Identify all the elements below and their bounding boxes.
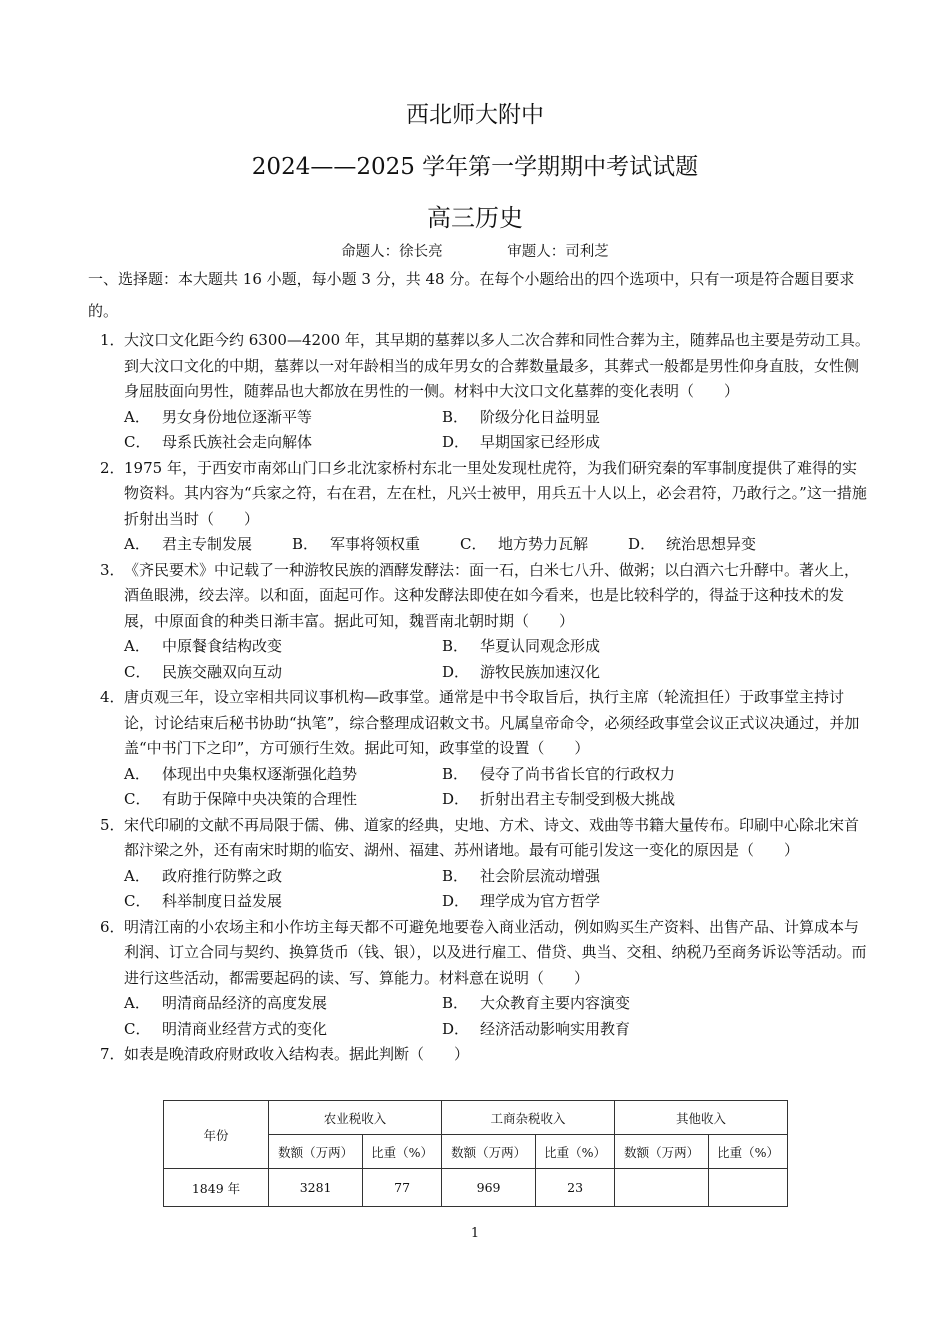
option-a[interactable] bbox=[124, 864, 442, 890]
option-c[interactable] bbox=[124, 889, 442, 915]
option-c[interactable] bbox=[124, 660, 442, 686]
option-letter: B． bbox=[442, 866, 469, 885]
option-text: 明清商业经营方式的变化 bbox=[162, 1019, 328, 1038]
option-text: 军事将领权重 bbox=[330, 535, 421, 553]
cell: 23 bbox=[536, 1169, 615, 1207]
question-5 bbox=[100, 813, 870, 915]
question-stem bbox=[100, 1042, 870, 1068]
option-text: 经济活动影响实用教育 bbox=[480, 1019, 631, 1038]
table-row bbox=[164, 1169, 788, 1207]
option-d[interactable] bbox=[628, 532, 756, 558]
question-number: 2． bbox=[100, 458, 125, 477]
option-letter: A． bbox=[124, 866, 150, 885]
option-letter: C． bbox=[124, 1019, 151, 1038]
option-text: 君主专制发展 bbox=[162, 535, 253, 553]
option-text: 统治思想异变 bbox=[666, 535, 757, 553]
option-a[interactable] bbox=[124, 634, 442, 660]
cell: 969 bbox=[441, 1169, 535, 1207]
option-text: 科举制度日益发展 bbox=[162, 892, 283, 910]
question-text: 大汶口文化距今约 6300—4200 年，其早期的墓葬以多人二次合葬和同性合葬为主，随葬品也主要是劳动工具。到大汶口文化的中期，墓葬以一对年龄相当的成年男女的合葬数量最多，其葬式一般都是男性仰身直肢，女性侧身屈肢面向男性，随葬品也大都放在男性的一侧。材料中大汶口文化墓葬的变化表明（ ） bbox=[124, 331, 870, 400]
question-number: 3． bbox=[100, 560, 125, 579]
options bbox=[100, 634, 870, 685]
option-letter: C． bbox=[124, 433, 151, 451]
option-letter: B． bbox=[442, 637, 469, 655]
option-letter: D． bbox=[442, 790, 470, 808]
exam-title: 2024——2025 学年第一学期期中考试试题 bbox=[251, 154, 699, 180]
option-b[interactable] bbox=[442, 634, 760, 660]
option-text: 理学成为官方哲学 bbox=[480, 892, 601, 910]
option-letter: D． bbox=[442, 662, 470, 681]
reviewer: 审题人：司利芝 bbox=[507, 244, 609, 260]
cell bbox=[614, 1169, 708, 1207]
option-d[interactable] bbox=[442, 1017, 760, 1043]
question-text: 如表是晚清政府财政收入结构表。据此判断（ ） bbox=[124, 1045, 470, 1063]
option-b[interactable] bbox=[442, 864, 760, 890]
option-letter: A． bbox=[124, 764, 150, 783]
group-header-other: 其他收入 bbox=[614, 1101, 787, 1135]
option-b[interactable] bbox=[292, 532, 420, 558]
option-letter: A． bbox=[124, 407, 150, 426]
question-stem bbox=[100, 328, 870, 405]
option-text: 社会阶层流动增强 bbox=[480, 866, 601, 885]
option-d[interactable] bbox=[442, 430, 760, 456]
option-c[interactable] bbox=[124, 430, 442, 456]
question-stem bbox=[100, 558, 870, 635]
option-c[interactable] bbox=[124, 787, 442, 813]
ratio-header: 比重（%） bbox=[709, 1135, 788, 1169]
option-c[interactable] bbox=[124, 1017, 442, 1043]
option-letter: A． bbox=[124, 535, 150, 553]
amount-header: 数额（万两） bbox=[441, 1135, 535, 1169]
subject-title: 高三历史 bbox=[427, 204, 523, 232]
option-text: 折射出君主专制受到极大挑战 bbox=[480, 790, 676, 808]
option-text: 民族交融双向互动 bbox=[162, 662, 283, 681]
option-text: 大众教育主要内容演变 bbox=[480, 994, 631, 1012]
question-number: 7． bbox=[100, 1045, 125, 1063]
option-b[interactable] bbox=[442, 991, 760, 1017]
option-text: 早期国家已经形成 bbox=[480, 433, 601, 451]
question-7 bbox=[100, 1042, 870, 1068]
question-number: 1． bbox=[100, 331, 125, 349]
option-text: 华夏认同观念形成 bbox=[480, 637, 601, 655]
revenue-table bbox=[163, 1100, 788, 1207]
option-text: 侵夺了尚书省长官的行政权力 bbox=[480, 764, 676, 783]
options bbox=[100, 762, 870, 813]
amount-header: 数额（万两） bbox=[269, 1135, 363, 1169]
option-text: 明清商品经济的高度发展 bbox=[162, 994, 328, 1012]
question-list bbox=[100, 328, 870, 1068]
cell: 77 bbox=[363, 1169, 442, 1207]
question-text: 明清江南的小农场主和小作坊主每天都不可避免地要卷入商业活动，例如购买生产资料、出售产品、计算成本与利润、订立合同与契约、换算货币（钱、银），以及进行雇工、借贷、典当、交租、纳税乃至商务诉讼等活动。而进行这些活动，都需要起码的读、写、算能力。材料意在说明（ ） bbox=[124, 917, 867, 987]
question-stem bbox=[100, 915, 870, 992]
option-text: 母系氏族社会走向解体 bbox=[162, 433, 313, 451]
question-number: 5． bbox=[100, 815, 125, 834]
option-a[interactable] bbox=[124, 532, 252, 558]
option-b[interactable] bbox=[442, 405, 760, 431]
option-letter: B． bbox=[442, 407, 469, 426]
option-letter: D． bbox=[628, 535, 656, 553]
options bbox=[100, 991, 870, 1042]
option-a[interactable] bbox=[124, 991, 442, 1017]
option-letter: C． bbox=[460, 535, 487, 553]
page-number: 1 bbox=[470, 1226, 480, 1241]
question-text: 1975 年，于西安市南郊山门口乡北沈家桥村东北一里处发现杜虎符，为我们研究秦的军事制度提供了难得的实物资料。其内容为“兵家之符，右在君，左在杜，凡兴士被甲，用兵五十人以上，必会君符，乃敢行之。”这一措施折射出当时（ ） bbox=[124, 458, 867, 528]
question-6 bbox=[100, 915, 870, 1043]
option-text: 体现出中央集权逐渐强化趋势 bbox=[162, 764, 358, 783]
option-letter: B． bbox=[292, 535, 319, 553]
question-stem bbox=[100, 685, 870, 762]
year-header: 年份 bbox=[164, 1101, 269, 1169]
option-d[interactable] bbox=[442, 787, 760, 813]
option-letter: A． bbox=[124, 994, 150, 1012]
school-name: 西北师大附中 bbox=[406, 102, 544, 128]
question-2 bbox=[100, 456, 870, 558]
option-b[interactable] bbox=[442, 762, 760, 788]
question-stem bbox=[100, 813, 870, 864]
option-c[interactable] bbox=[460, 532, 588, 558]
option-letter: C． bbox=[124, 790, 151, 808]
cell bbox=[709, 1169, 788, 1207]
option-d[interactable] bbox=[442, 889, 760, 915]
amount-header: 数额（万两） bbox=[614, 1135, 708, 1169]
option-a[interactable] bbox=[124, 762, 442, 788]
question-stem bbox=[100, 456, 870, 533]
option-text: 有助于保障中央决策的合理性 bbox=[162, 790, 358, 808]
question-4 bbox=[100, 685, 870, 813]
year-cell: 1849 年 bbox=[164, 1169, 269, 1207]
question-number: 4． bbox=[100, 688, 125, 706]
option-letter: A． bbox=[124, 637, 150, 655]
question-text: 唐贞观三年，设立宰相共同议事机构—政事堂。通常是中书令取旨后，执行主席（轮流担任）于政事堂主持讨论，讨论结束后秘书协助“执笔”，综合整理成诏敕文书。凡属皇帝命令，必须经政事堂会议正式议决通过，并加盖“中书门下之印”，方可颁行生效。据此可知，政事堂的设置（ ） bbox=[124, 688, 860, 757]
option-letter: D． bbox=[442, 433, 470, 451]
ratio-header: 比重（%） bbox=[363, 1135, 442, 1169]
option-letter: D． bbox=[442, 892, 470, 910]
cell: 3281 bbox=[269, 1169, 363, 1207]
option-text: 中原餐食结构改变 bbox=[162, 637, 283, 655]
option-d[interactable] bbox=[442, 660, 760, 686]
authors-line bbox=[0, 240, 950, 261]
question-text: 《齐民要术》中记载了一种游牧民族的酒酵发酵法：面一石，白米七八升、做粥；以白酒六七升酵中。著火上，酒鱼眼沸，绞去滓。以和面，面起可作。这种发酵法即使在如今看来，也是比较科学的，得益于这种技术的发展，中原面食的种类日渐丰富。据此可知，魏晋南北朝时期（ ） bbox=[124, 560, 860, 630]
option-letter: B． bbox=[442, 994, 469, 1012]
question-number: 6． bbox=[100, 917, 125, 936]
option-text: 政府推行防弊之政 bbox=[162, 866, 283, 885]
question-text: 宋代印刷的文献不再局限于儒、佛、道家的经典，史地、方术、诗文、戏曲等书籍大量传布。印刷中心除北宋首都汴梁之外，还有南宋时期的临安、湖州、福建、苏州诸地。最有可能引发这一变化的原因是（ ） bbox=[124, 815, 860, 859]
setter: 命题人：徐长亮 bbox=[341, 244, 443, 260]
option-letter: C． bbox=[124, 662, 151, 681]
options bbox=[100, 405, 870, 456]
option-letter: B． bbox=[442, 764, 469, 783]
option-letter: C． bbox=[124, 892, 151, 910]
ratio-header: 比重（%） bbox=[536, 1135, 615, 1169]
question-1 bbox=[100, 328, 870, 456]
option-text: 地方势力瓦解 bbox=[498, 535, 589, 553]
group-header-commerce: 工商杂税收入 bbox=[441, 1101, 614, 1135]
option-letter: D． bbox=[442, 1019, 470, 1038]
option-text: 男女身份地位逐渐平等 bbox=[162, 407, 313, 426]
options bbox=[100, 864, 870, 915]
question-3 bbox=[100, 558, 870, 686]
options bbox=[100, 532, 870, 558]
option-text: 游牧民族加速汉化 bbox=[480, 662, 601, 681]
section-instructions: 一、选择题：本大题共 16 小题，每小题 3 分，共 48 分。在每个小题给出的四个选项中，只有一项是符合题目要求的。 bbox=[88, 270, 855, 320]
group-header-agri: 农业税收入 bbox=[269, 1101, 442, 1135]
option-text: 阶级分化日益明显 bbox=[480, 407, 601, 426]
option-a[interactable] bbox=[124, 405, 442, 431]
